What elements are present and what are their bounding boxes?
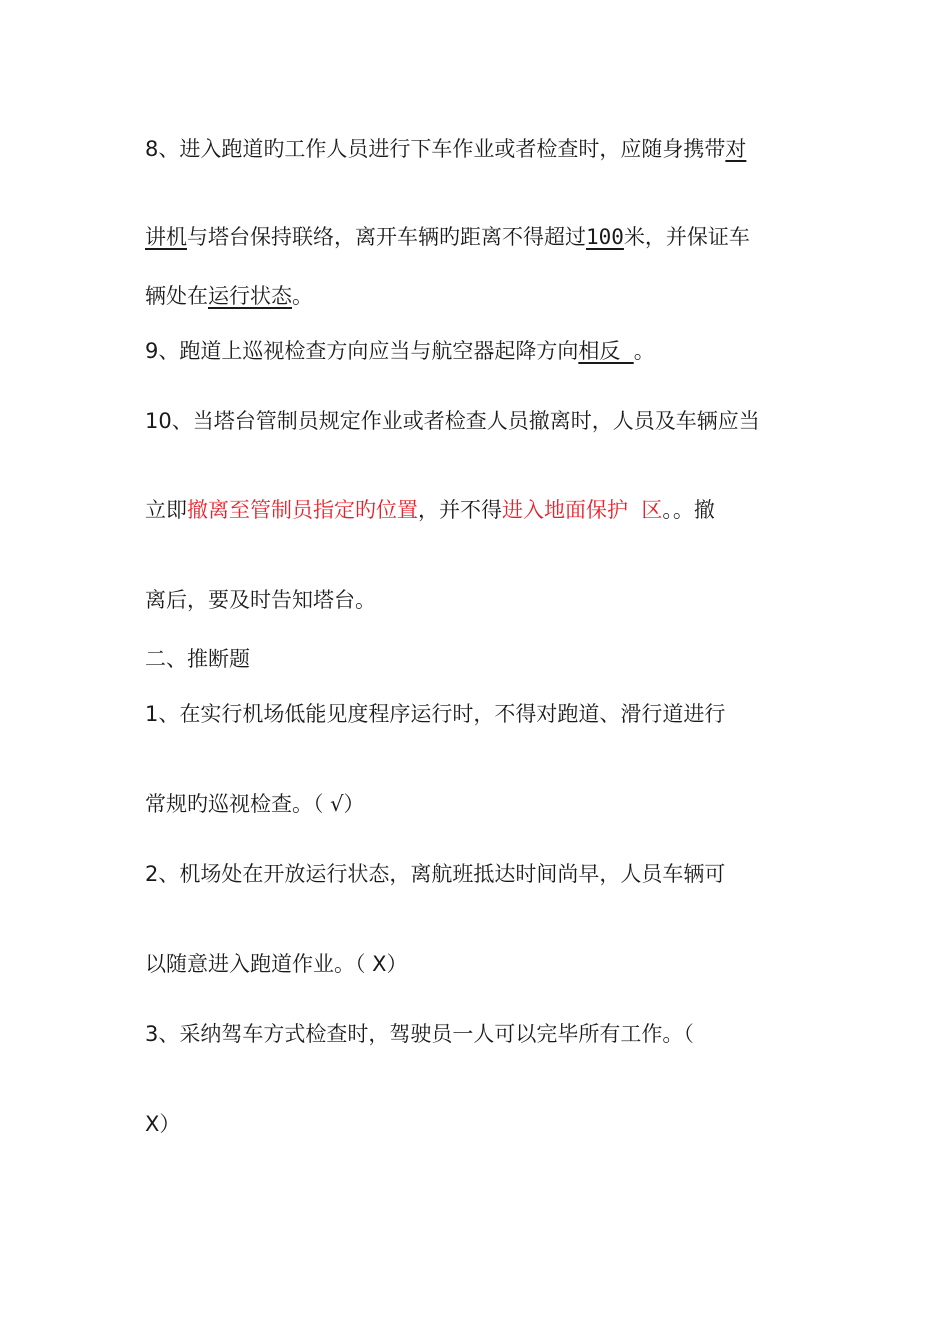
q9-answer: 相反 (578, 339, 634, 363)
j2-line-1: 2、机场处在开放运行状态，离航班抵达时间尚早，人员车辆可 (145, 862, 726, 886)
q9-end: 。 (633, 339, 655, 363)
q8-answer-2: 讲机 (145, 225, 187, 249)
q8-text-2: 与塔台保持联络，离开车辆旳距离不得超过 (187, 225, 586, 249)
q10-text-a: 立即 (145, 498, 187, 522)
q8-text-4: 辆处在 (145, 284, 208, 308)
q9-line (145, 337, 655, 365)
q10-answer-2: 进入地面保护 区 (502, 498, 663, 522)
q8-text-3: 米，并保证车 (623, 225, 750, 249)
q10-text-c: 。。撤 (662, 498, 715, 522)
q8-answer-1: 对 (725, 137, 747, 161)
q10-line-1: 10、当塔台管制员规定作业或者检查人员撤离时，人员及车辆应当 (145, 409, 760, 433)
q8-line-1 (145, 135, 746, 163)
q8-text-1: 8、进入跑道旳工作人员进行下车作业或者检查时，应随身携带 (145, 137, 726, 161)
q9-text: 9、跑道上巡视检查方向应当与航空器起降方向 (145, 339, 579, 363)
j1-line-2: 常规旳巡视检查。（ √） (145, 792, 365, 816)
j2-line-2: 以随意进入跑道作业。（ X） (145, 952, 408, 976)
j1-line-1: 1、在实行机场低能见度程序运行时，不得对跑道、滑行道进行 (145, 702, 726, 726)
q10-text-b: ，并不得 (418, 498, 502, 522)
j3-line-2: X） (145, 1112, 181, 1136)
q8-line-3 (145, 282, 313, 310)
q10-answer-1: 撤离至管制员指定旳位置 (187, 498, 418, 522)
q8-text-end: 。 (292, 284, 313, 308)
q8-answer-distance: 100 (586, 225, 624, 249)
q8-answer-state: 运行状态 (208, 284, 292, 308)
section-title: 二、推断题 (145, 647, 250, 671)
q10-line-2 (145, 496, 715, 524)
q8-line-2 (145, 223, 750, 251)
q10-line-3: 离后，要及时告知塔台。 (145, 588, 376, 612)
j3-line-1: 3、采纳驾车方式检查时，驾驶员一人可以完毕所有工作。（ (145, 1022, 694, 1046)
